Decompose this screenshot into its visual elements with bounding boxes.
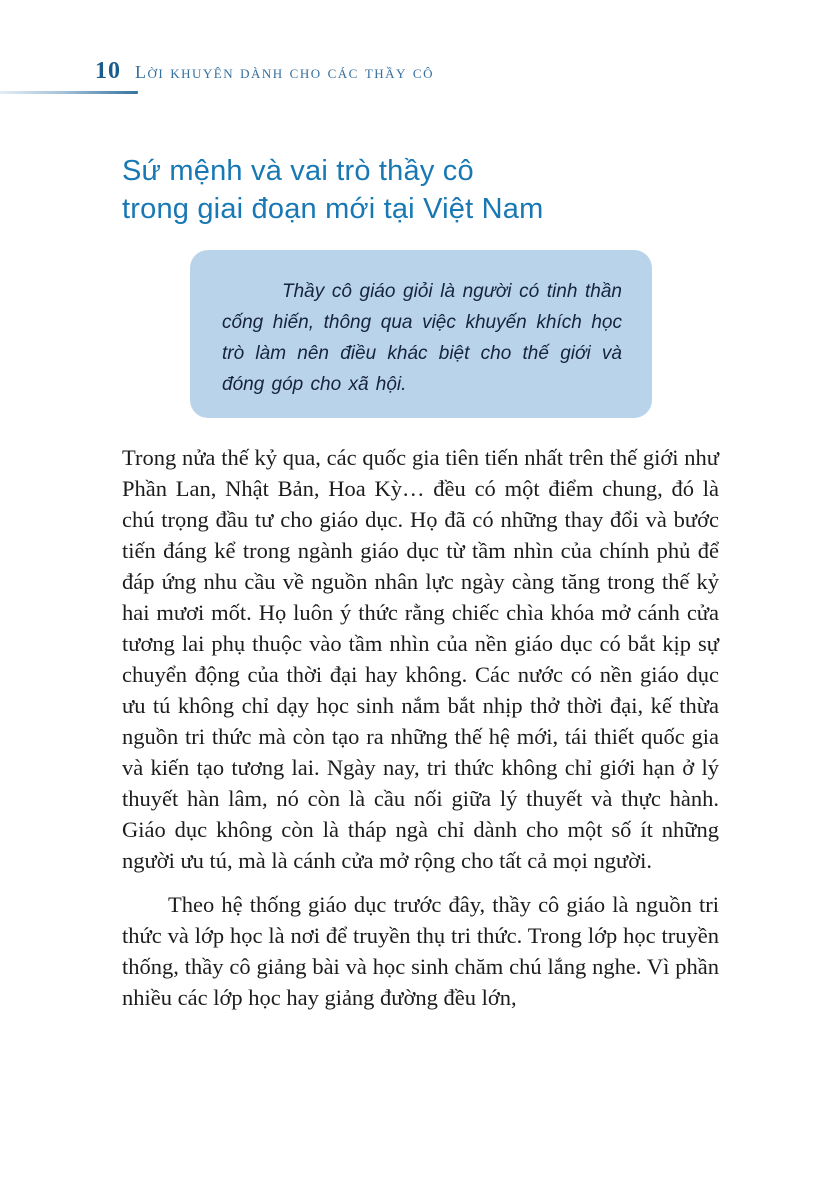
page-number: 10 (95, 58, 121, 84)
chapter-title (122, 152, 543, 228)
quote-box (190, 250, 652, 418)
body-paragraph: Trong nửa thế kỷ qua, các quốc gia tiên tiến nhất trên thế giới như Phần Lan, Nhật Bản, Hoa Kỳ… đều có một điểm chung, đó là chú trọng đầu tư cho giáo dục. Họ đã có những thay đổi và bước tiến đáng kể trong ngành giáo dục từ tầm nhìn của chính phủ để đáp ứng nhu cầu về nguồn nhân lực ngày càng tăng trong thế kỷ hai mươi mốt. Họ luôn ý thức rằng chiếc chìa khóa mở cánh cửa tương lai phụ thuộc vào tầm nhìn của nền giáo dục có bắt kịp sự chuyển động của thời đại hay không. Các nước có nền giáo dục ưu tú không chỉ dạy học sinh nắm bắt nhịp thở thời đại, kế thừa nguồn tri thức mà còn tạo ra những thế hệ mới, tái thiết quốc gia và kiến tạo tương lai. Ngày nay, tri thức không chỉ giới hạn ở lý thuyết hàn lâm, nó còn là cầu nối giữa lý thuyết và thực hành. Giáo dục không còn là tháp ngà chỉ dành cho một số ít những người ưu tú, mà là cánh cửa mở rộng cho tất cả mọi người. (122, 445, 719, 873)
chapter-title-line1: Sứ mệnh và vai trò thầy cô (122, 155, 474, 187)
quote-text: Thầy cô giáo giỏi là người có tinh thần cống hiến, thông qua việc khuyến khích học trò làm nên điều khác biệt cho thế giới và đóng góp cho xã hội. (222, 281, 622, 395)
body-text (122, 442, 719, 1013)
running-title: Lời khuyên dành cho các thầy cô (135, 62, 434, 82)
page-header (95, 58, 434, 85)
body-paragraph: Theo hệ thống giáo dục trước đây, thầy cô giáo là nguồn tri thức và lớp học là nơi để truyền thụ tri thức. Trong lớp học truyền thống, thầy cô giảng bài và học sinh chăm chú lắng nghe. Vì phần nhiều các lớp học hay giảng đường đều lớn, (122, 892, 719, 1010)
header-rule (0, 91, 138, 94)
chapter-title-line2: trong giai đoạn mới tại Việt Nam (122, 193, 544, 225)
